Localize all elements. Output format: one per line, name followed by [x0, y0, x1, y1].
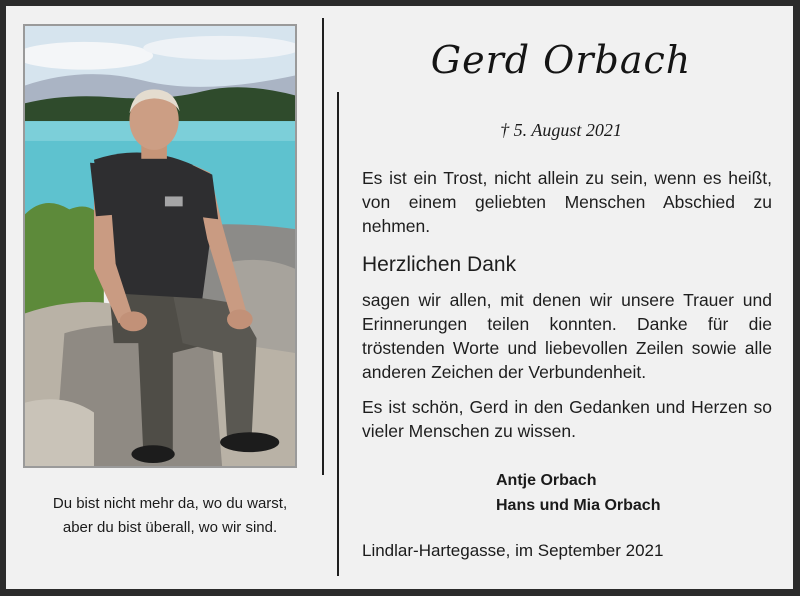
signers-block [496, 468, 660, 518]
divider-line-left [322, 18, 324, 475]
divider-line-right [337, 92, 339, 576]
signer-name: Antje Orbach [496, 472, 597, 489]
death-date: † 5. August 2021 [500, 120, 622, 140]
obituary-card [6, 6, 793, 589]
signer-name: Hans und Mia Orbach [496, 497, 661, 514]
memorial-quote [14, 492, 326, 540]
quote-line-2: aber du bist überall, wo wir sind. [62, 519, 278, 536]
thanks-heading: Herzlichen Dank [362, 253, 517, 276]
portrait-photo [23, 24, 297, 468]
place-and-date: Lindlar-Hartegasse, im September 2021 [362, 541, 664, 560]
deceased-name: Gerd Orbach [430, 38, 692, 82]
quote-line-1: Du bist nicht mehr da, wo du warst, [52, 495, 288, 512]
thanks-paragraph: sagen wir allen, mit denen wir unsere Trauer und Erinnerungen teilen konnten. Danke für die tröstenden Worte und liebevollen Zeilen sowie alle anderen Zeichen der Verbundenheit. [362, 290, 772, 382]
closing-paragraph: Es ist schön, Gerd in den Gedanken und Herzen so vieler Menschen zu wissen. [362, 397, 772, 441]
consolation-paragraph: Es ist ein Trost, nicht allein zu sein, wenn es heißt, von einem geliebten Menschen Abschied zu nehmen. [362, 168, 772, 236]
